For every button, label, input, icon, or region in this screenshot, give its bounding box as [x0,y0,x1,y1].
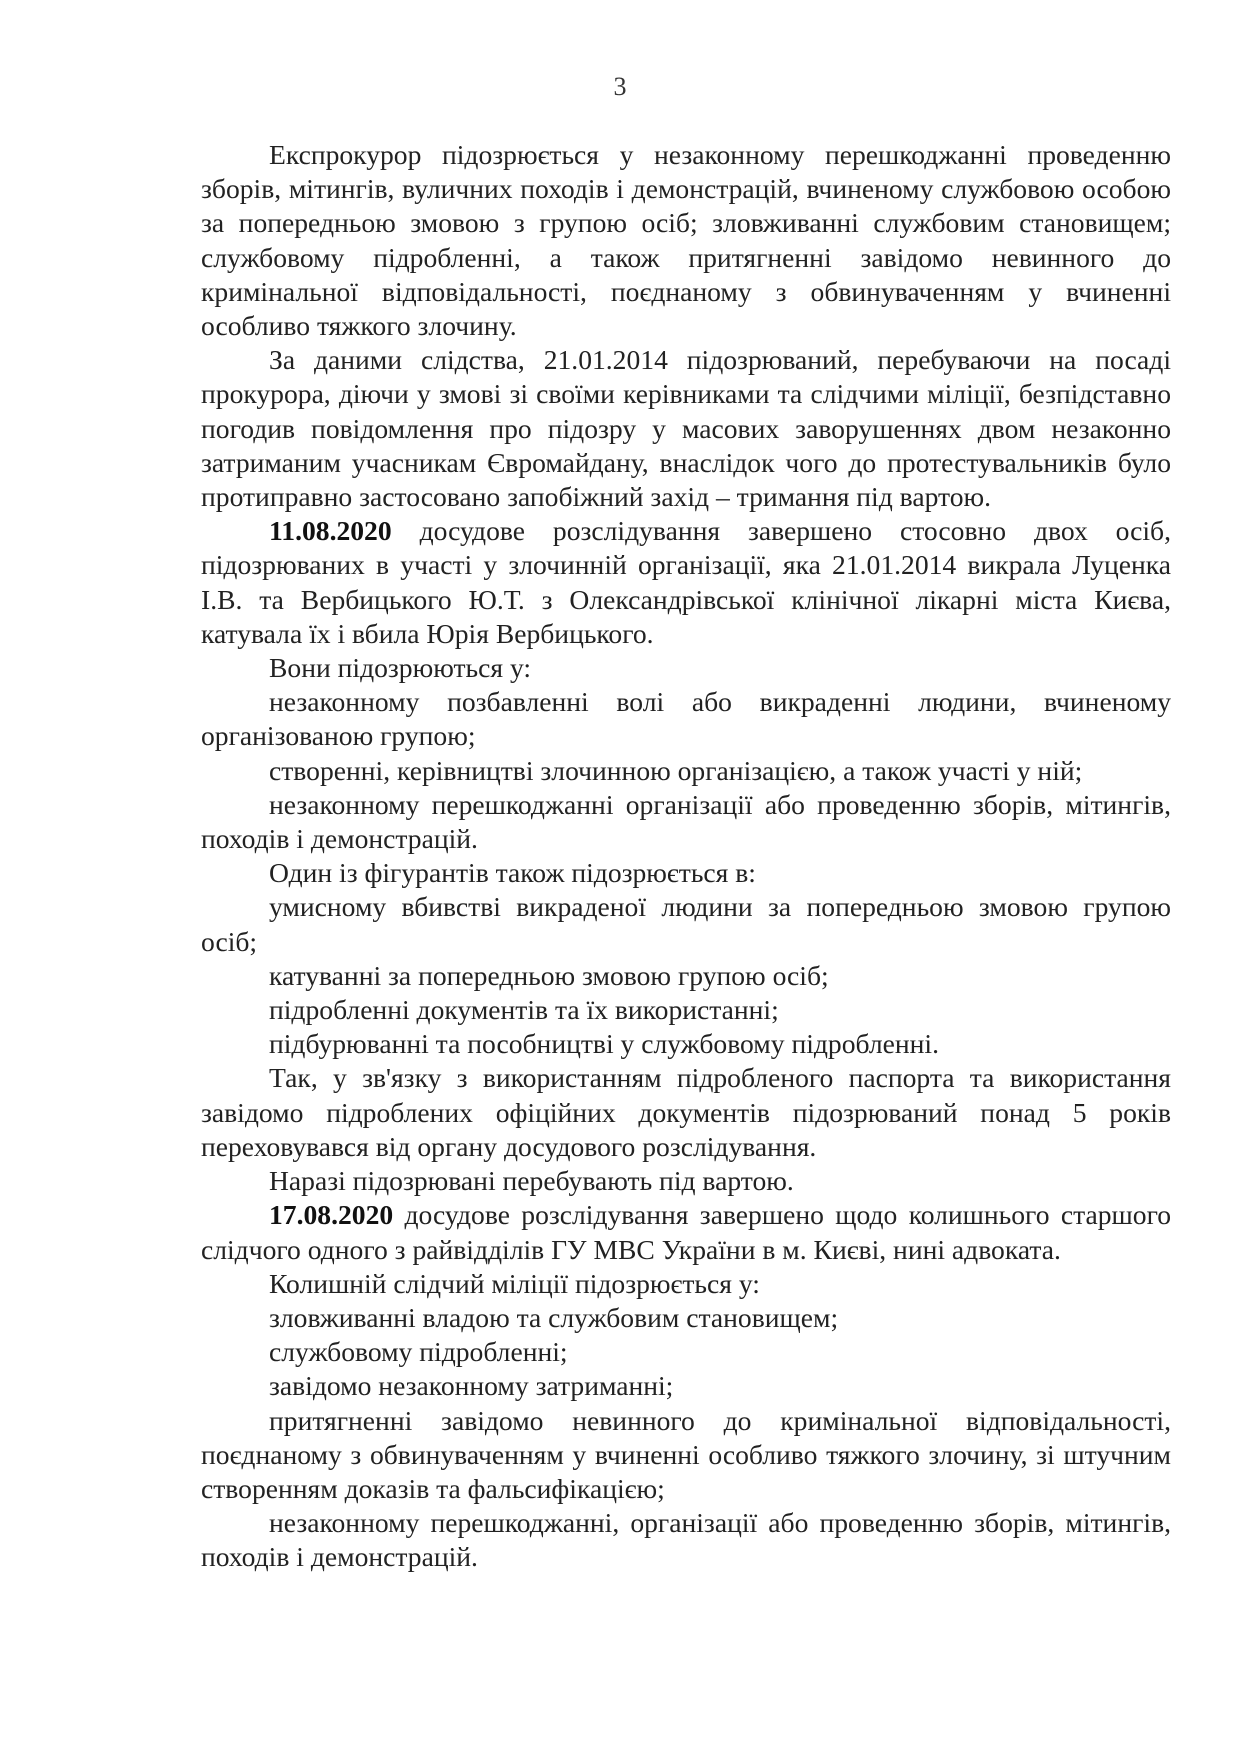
paragraph-one-figurant-intro: Один із фігурантів також підозрюється в: [269,857,756,889]
page-number: 3 [613,72,627,101]
paragraph-2020-08-17: 17.08.2020 досудове розслідування завершено щодо колишнього старшого слідчого одного з райвідділів ГУ МВС України в м. Києві, нині адвоката. [201,1199,1171,1265]
paragraph-forged-passport: Так, у зв'язку з використанням підробленого паспорта та використання завідомо підроблених офіційних документів підозрюваний понад 5 років переховувався від органу досудового розслідування. [201,1062,1171,1162]
paragraph-2020-08-11: 11.08.2020 досудове розслідування завершено стосовно двох осіб, підозрюваних в участі у злочинній організації, яка 21.01.2014 викрала Луценка І.В. та Вербицького Ю.Т. з Олександрівської клінічної лікарні міста Києва, катувала їх і вбила Юрія Вербицького. [201,515,1171,649]
list-item: завідомо незаконному затриманні; [269,1370,674,1402]
paragraph-ex-prosecutor-charges: Експрокурор підозрюється у незаконному перешкоджанні проведенню зборів, мітингів, вуличних походів і демонстрацій, вчиненому службовою особою за попередньою змовою з групою осіб; зловживанні службовим становищем; службовому підробленні, а також притягненні завідомо невинного до кримінальної відповідальності, поєднаному з обвинуваченням у вчиненні особливо тяжкого злочину. [201,139,1171,342]
list-item: створенні, керівництві злочинною організацією, а також участі у ній; [269,754,1083,786]
list-item: підбурюванні та пособництві у службовому підробленні. [269,1028,939,1060]
list-item: незаконному перешкоджанні, організації або проведенню зборів, мітингів, походів і демонстрацій. [201,1507,1171,1573]
date-bold: 11.08.2020 [269,515,392,547]
paragraph-in-custody: Наразі підозрювані перебувають під вартою. [269,1165,794,1197]
document-body [201,138,1171,1575]
date-bold: 17.08.2020 [269,1199,394,1231]
list-item: зловживанні владою та службовим становищем; [269,1301,839,1333]
list-item: катуванні за попередньою змовою групою осіб; [269,959,829,991]
list-item: незаконному позбавленні волі або викраденні людини, вчиненому організованою групою; [201,686,1171,752]
list-item: службовому підробленні; [269,1336,568,1368]
list-item: незаконному перешкоджанні організації або проведенню зборів, мітингів, походів і демонстрацій. [201,788,1171,855]
paragraph-investigation-facts: За даними слідства, 21.01.2014 підозрюваний, перебуваючи на посаді прокурора, діючи у змові зі своїми керівниками та слідчими міліції, безпідставно погодив повідомлення про підозру у масових заворушеннях двом незаконно затриманим учасникам Євромайдану, внаслідок чого до протестувальників було протиправно застосовано запобіжний захід – тримання під вартою. [201,344,1171,513]
paragraph-suspected-intro: Вони підозрюються у: [269,652,532,684]
list-item: притягненні завідомо невинного до кримінальної відповідальності, поєднаному з обвинуваченням у вчиненні особливо тяжкого злочину, зі штучним створенням доказів та фальсифікацією; [201,1404,1171,1504]
paragraph-former-investigator-intro: Колишній слідчий міліції підозрюється у: [269,1267,760,1299]
list-item: умисному вбивстві викраденої людини за попередньою змовою групою осіб; [201,891,1171,957]
list-item: підробленні документів та їх використанні; [269,994,779,1026]
